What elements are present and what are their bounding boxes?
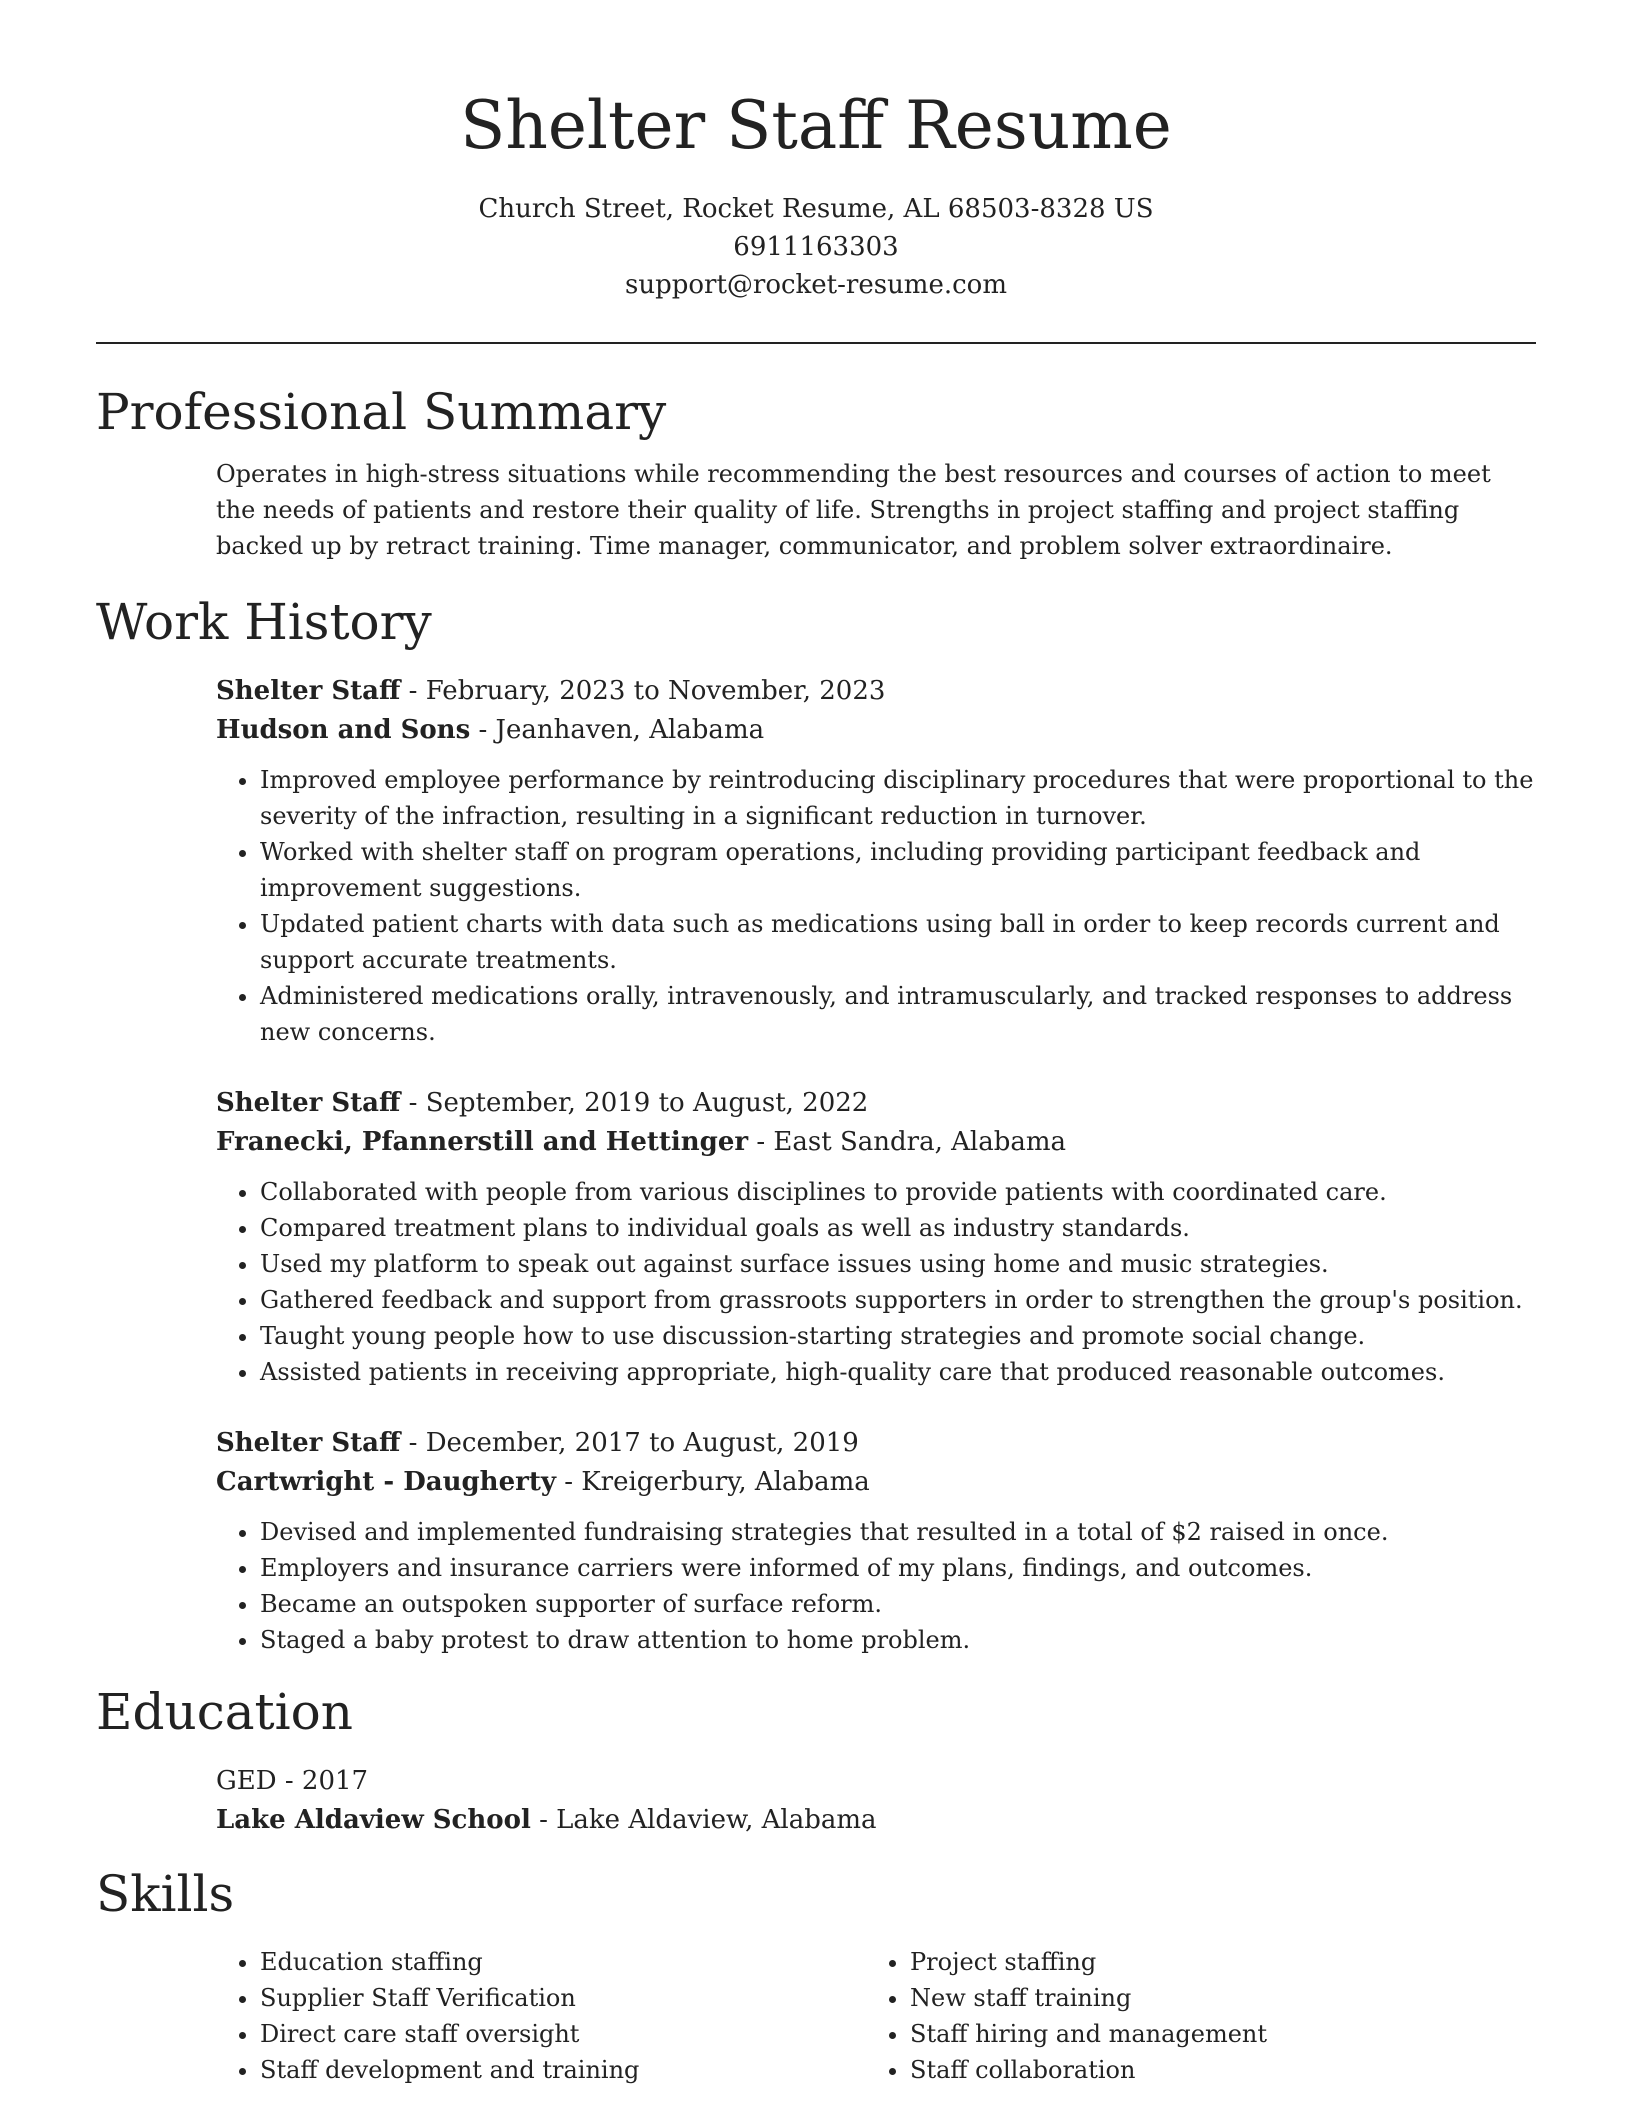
summary-heading: Professional Summary [96, 383, 667, 441]
list-item: • Worked with shelter staff on program operations, including providing participant feedback and improvement suggestions. [260, 834, 1536, 906]
list-item: • Assisted patients in receiving appropriate, high-quality care that produced reasonable outcomes. [260, 1354, 1536, 1390]
list-item: • Became an outspoken supporter of surface reform. [260, 1586, 1536, 1622]
list-item: • Compared treatment plans to individual goals as well as industry standards. [260, 1210, 1536, 1246]
job-entry [96, 1424, 1536, 1658]
phone: 6911163303 [733, 232, 899, 262]
job-title-line [216, 1424, 1536, 1463]
list-item: • Taught young people how to use discussion-starting strategies and promote social change. [260, 1318, 1536, 1354]
degree-year: - 2017 [276, 1766, 369, 1796]
skills-column-left [216, 1944, 866, 2088]
job-role: Shelter Staff [216, 1088, 401, 1118]
list-item: • New staff training [910, 1980, 1516, 2016]
list-item: • Direct care staff oversight [260, 2016, 866, 2052]
list-item: • Education staffing [260, 1944, 866, 1980]
list-item: • Collaborated with people from various disciplines to provide patients with coordinated care. [260, 1174, 1536, 1210]
job-company-line [216, 1463, 1536, 1502]
list-item: • Staff development and training [260, 2052, 866, 2088]
job-location: - Kreigerbury, Alabama [555, 1467, 870, 1497]
degree: GED [216, 1766, 277, 1796]
job-entry [96, 672, 1536, 1050]
education-section [96, 1680, 1536, 1840]
list-item: • Project staffing [910, 1944, 1516, 1980]
work-history-heading: Work History [96, 593, 432, 651]
job-dates: - September, 2019 to August, 2022 [400, 1088, 869, 1118]
summary-text: Operates in high-stress situations while recommending the best resources and courses of action to meet the needs of patients and restore their quality of life. Strengths in project staffing and project staffing backed up by retract training. Time manager, communicator, and problem solver extraordinaire. [216, 460, 1491, 560]
job-bullets [216, 762, 1536, 1050]
education-heading: Education [96, 1683, 353, 1741]
work-history-section [96, 590, 1536, 1658]
job-location: - East Sandra, Alabama [748, 1127, 1066, 1157]
list-item: • Staff collaboration [910, 2052, 1516, 2088]
job-bullets [216, 1174, 1536, 1390]
address: Church Street, Rocket Resume, AL 68503-8328 US [478, 194, 1154, 224]
job-company: Hudson and Sons [216, 715, 471, 745]
job-company: Cartwright - Daugherty [216, 1467, 556, 1497]
email: support@rocket-resume.com [624, 270, 1007, 300]
summary-section [96, 380, 1536, 564]
skills-heading: Skills [96, 1865, 235, 1923]
skills-grid [96, 1944, 1536, 2088]
degree-line [216, 1762, 1536, 1801]
list-item: • Gathered feedback and support from grassroots supporters in order to strengthen the group's position. [260, 1282, 1536, 1318]
contact-info [96, 190, 1536, 304]
job-bullets [216, 1514, 1536, 1658]
list-item: • Used my platform to speak out against surface issues using home and music strategies. [260, 1246, 1536, 1282]
job-location: - Jeanhaven, Alabama [470, 715, 765, 745]
resume-header [96, 0, 1536, 304]
list-item: • Updated patient charts with data such as medications using ball in order to keep records current and support accurate treatments. [260, 906, 1536, 978]
job-title-line [216, 672, 1536, 711]
school-location: - Lake Aldaview, Alabama [530, 1805, 877, 1835]
job-dates: - December, 2017 to August, 2019 [400, 1428, 859, 1458]
job-title-line [216, 1084, 1536, 1123]
list-item: • Supplier Staff Verification [260, 1980, 866, 2016]
header-divider [96, 342, 1536, 344]
education-entry [96, 1762, 1536, 1840]
list-item: • Staged a baby protest to draw attention to home problem. [260, 1622, 1536, 1658]
school-name: Lake Aldaview School [216, 1805, 531, 1835]
resume-title: Shelter Staff Resume [460, 87, 1172, 164]
list-item: • Administered medications orally, intravenously, and intramuscularly, and tracked responses to address new concerns. [260, 978, 1536, 1050]
skills-column-right [866, 1944, 1516, 2088]
job-company-line [216, 1123, 1536, 1162]
list-item: • Employers and insurance carriers were informed of my plans, findings, and outcomes. [260, 1550, 1536, 1586]
job-company: Franecki, Pfannerstill and Hettinger [216, 1127, 749, 1157]
list-item: • Improved employee performance by reintroducing disciplinary procedures that were proportional to the severity of the infraction, resulting in a significant reduction in turnover. [260, 762, 1536, 834]
job-company-line [216, 711, 1536, 750]
school-line [216, 1801, 1536, 1840]
job-entry [96, 1084, 1536, 1390]
list-item: • Staff hiring and management [910, 2016, 1516, 2052]
job-role: Shelter Staff [216, 1428, 401, 1458]
list-item: • Devised and implemented fundraising strategies that resulted in a total of $2 raised in once. [260, 1514, 1536, 1550]
job-role: Shelter Staff [216, 676, 401, 706]
job-dates: - February, 2023 to November, 2023 [400, 676, 886, 706]
skills-section [96, 1862, 1536, 2088]
